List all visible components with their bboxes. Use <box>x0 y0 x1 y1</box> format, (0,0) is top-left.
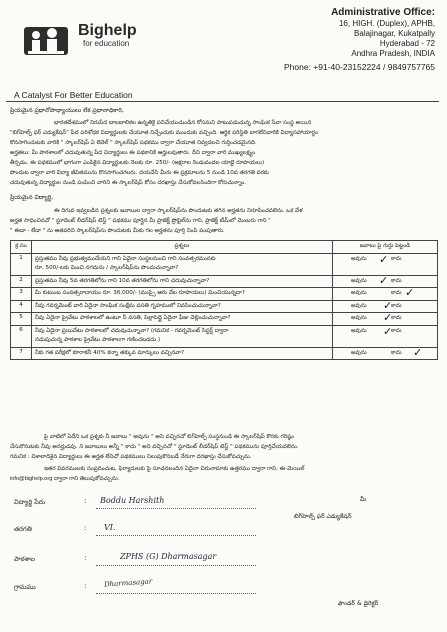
table-row <box>11 300 438 313</box>
table-header-row <box>11 241 438 254</box>
answer-yes: అవును <box>350 327 367 334</box>
answer-cell[interactable] <box>332 347 437 360</box>
bighelp-logo-icon <box>16 21 76 61</box>
row-number: 7 <box>11 347 32 360</box>
village-line <box>96 593 256 594</box>
row-number: 3 <box>11 288 32 301</box>
question-text: ప్రస్తుతము నీవు 5వ తరగతిలోను గాని 10వ తరగతిలోను గాని చదువుచున్నావా? <box>34 277 210 284</box>
question-cell <box>31 313 332 326</box>
answer-yes: అవును <box>350 290 367 296</box>
salutation-student: ప్రియమైన విద్యార్థి, <box>10 194 54 201</box>
village-label: గ్రామము <box>14 583 36 591</box>
question-text: ప్రస్తుతము నీవు ప్రభుత్వముచేయని గాని ఏవైనా సంస్థలనుంచి గాని సంవత్సరమునకు <box>34 255 216 262</box>
student-name-line <box>96 508 256 509</box>
row-number: 4 <box>11 300 32 313</box>
org-sign-label: బిగ్‌హెల్ప్ ఫర్ ఎడ్యుకేషన్ <box>294 513 352 520</box>
question-text: నీకు గత పరీక్షలో కూరాకనీ 40% కన్నా తక్కువ మార్కులు వచ్చినవా? <box>34 349 184 356</box>
check-mark-icon: ✓ <box>382 324 393 338</box>
letter-line: అర్హత సాధించినచో " స్టూడెంట్ లీడర్‌షిప్ టెస్ట్ " పథకము పూర్తైన మీ ప్రాజెక్ట్ ప్రొఫైల్‌ను గాని, ప్రాజెక్ట్ టీమ్‌లో మెంబరు గాని " <box>10 218 271 224</box>
office-line: Balajinagar, Kukatpally <box>354 29 435 38</box>
note-line-email: info@bighelp.org ద్వారా గాని తెలుపుకోవచ్చును. <box>10 476 120 482</box>
question-text: నీవు ఏదైనా ప్రైవేటు పాఠశాలలో ఉంటూ నీ వసతి, పిల్లాపెద్దై ఏదైనా ఫీజు చెల్లించుచున్నావా? <box>34 315 231 321</box>
founder-label: ఫౌండర్ & డైరెక్టర్ <box>338 600 379 607</box>
letter-line: "బిగ్‌హెల్ప్ ఫర్ ఎడ్యుకేషన్" పేద పరిశోధక విద్యార్థులకు చేయూత నిచ్చేందుకు ముందుకు వచ్చింది. ఆర్థిక పరిస్థితి బాగలేనివారికి విద్యాసహాయార్థం <box>10 130 318 136</box>
question-text: నీవు ఏదైనా ప్రయివేటు పాఠశాలలో చదువుచున్నావా? (గమనిక - గవర్నమెంట్ సిస్టర్ట్ ద్వారా <box>34 327 229 334</box>
answer-cell[interactable] <box>332 253 437 275</box>
letter-line: ఈ దిగువ ఇవ్వబడిన ప్రశ్నలకు జవాబుల ద్వారా స్కాలర్‌షిప్‌ను పొందుటకు తగిన అర్హతను నిరూపించవలెను. ఒక వేళ <box>54 208 303 214</box>
row-number: 5 <box>11 313 32 326</box>
letter-line: తీర్చడం. ఈ పథకములో భాగంగా ఎంపికైన విద్యార్థులకు నెలకు రూ. 250/- (అక్షరాల రెండువందల యాభై రూపాయలు) <box>10 160 265 166</box>
answer-no: కాదు <box>390 302 402 309</box>
check-mark-icon: ✓ <box>382 298 393 312</box>
table-row <box>11 325 438 347</box>
class-field[interactable]: VI. <box>104 523 116 532</box>
brand-name: Bighelp <box>78 22 137 39</box>
signature-mark: మీ <box>360 496 367 503</box>
answer-no: కాదు <box>390 290 402 296</box>
class-label: తరగతి <box>14 525 32 533</box>
village-field[interactable]: Dharmasagar <box>103 577 153 589</box>
table-row <box>11 288 438 301</box>
row-number: 1 <box>11 253 32 275</box>
answer-cell[interactable] <box>332 313 437 326</box>
row-number: 2 <box>11 275 32 288</box>
school-line <box>96 565 256 566</box>
letter-line: కొనసాగించుటకు వారికి " స్కాలర్‌షిప్ ఏ లెవెల్ " స్కాలర్‌షిప్ పథకము ద్వారా చేయూత నివ్వదలచి గుర్తించడమైనది. <box>10 140 257 146</box>
note-line: పై వాటిలో ఏదేని ఒక ప్రశ్నకు నీ జవాబు " అవును " అని వచ్చినచో బిగ్‌హెల్ప్ సంస్థనుండి ఈ స్కాలర్‌షిప్ కొరకు గరిష్ఠం <box>44 434 294 440</box>
check-mark-icon: ✓ <box>382 311 393 324</box>
salutation-principal: ప్రియమైన ప్రధానోపాధ్యాయులు లేక ప్రధానాధికారి, <box>10 107 124 114</box>
question-cell <box>31 347 332 360</box>
column-header-answer: జవాబు పై గుర్తు పెట్టండి <box>332 241 437 254</box>
letter-line: భారతదేశములో నిరుపేద బాలబాలికల ఉన్నతికై పనిచేయుచుండిన కోసమని పాటుపడుచున్న సాంఘిక సేవా సంస్థ అయిన <box>54 120 312 126</box>
answer-yes: అవును <box>350 302 367 309</box>
brand-subtitle: for education <box>83 39 130 48</box>
school-field[interactable]: ZPHS (G) Dharmasagar <box>120 552 217 561</box>
check-mark-icon: ✓ <box>404 286 415 299</box>
note-line: ఇతర వివరములకు సంప్రదించుట, ఫిర్యాదులకు పై సూచనలందిన ఏదైనా చిరునామాకు ఉత్తరము ద్వారా గాని, ఈ-మెయిల్ <box>44 466 305 472</box>
office-line: Andhra Pradesh, INDIA <box>351 49 435 58</box>
office-phone: Phone: +91-40-23152224 / 9849757765 <box>283 62 435 72</box>
colon: : <box>84 497 87 505</box>
office-address-block <box>245 6 435 72</box>
note-line: చేసుకొనుటకు నీవు అనర్హుడవు. ని జవాబులు అన్నీ " కాదు " అని వచ్చినచో " స్టూడెంట్ లీడర్‌షిప్ టెస్ట్ " పథకమును పూర్తిచేయవలెను. <box>10 444 299 450</box>
table-row <box>11 275 438 288</box>
table-row <box>11 347 438 360</box>
answer-no: కాదు <box>390 349 402 356</box>
answer-no: కాదు <box>390 327 402 334</box>
colon: : <box>84 554 87 562</box>
answer-no: కాదు <box>390 277 402 284</box>
colon: : <box>84 582 87 590</box>
table-row <box>11 313 438 326</box>
question-text: నీవు గవర్నమెంట్ వారి ఏదైనా సాంఘిక సంక్షేమ వసతి గృహములో నివసించుచున్నావా? <box>34 302 221 309</box>
tagline: A Catalyst For Better Education <box>14 90 133 100</box>
question-text: నడుపుచున్న పాఠశాల ప్రైవేటు పాఠశాలగా గణించబడదు.) <box>34 337 161 343</box>
eligibility-question-table <box>10 240 438 360</box>
question-text: రూ. 500/-లకు మించి నగదును / స్కాలర్‌షిప్‌ను పొందుచున్నావా? <box>34 265 179 271</box>
answer-no: కాదు <box>390 315 402 321</box>
answer-yes: అవును <box>350 277 367 284</box>
question-cell <box>31 325 332 347</box>
class-line <box>96 535 256 536</box>
answer-yes: అవును <box>350 349 367 356</box>
question-cell <box>31 253 332 275</box>
column-header-number: క్ర.సం <box>11 241 32 254</box>
letter-line: పొందుట ద్వారా వారి విద్యా జీవితమును కొనసాగించగలరు. దయచేసి మీరు ఈ ప్రక్రమాలను 5 నుండి 10వ తరగతి వరకు <box>10 170 269 176</box>
letter-line: అర్హతలు: మీ పాఠశాలలో చదువుతున్న పేద విద్యార్థులు ఈ పథకానికి ఆర్హులవుతారు. దీని ద్వారా వారి ముఖ్యలక్ష్యం <box>10 150 256 156</box>
note-line: గమనిక : విశాలాదిశైన విద్యార్థులు ఈ అర్హత లేనిచో పథకములు నిలుపుకొనబడే నేరుగా దరఖాస్తు చేసుకోవచ్చును. <box>10 454 252 460</box>
question-text: మీ కుటుంబ సంవత్సరాదాయం రూ. 36,000/- (ముప్పై ఆరు వేల రూపాయలు) మించియున్నదా? <box>34 290 245 296</box>
check-mark-icon: ✓ <box>378 252 389 266</box>
answer-cell[interactable] <box>332 275 437 288</box>
student-name-field[interactable]: Boddu Harshith <box>100 496 165 505</box>
answer-yes: అవును <box>350 255 367 262</box>
student-name-label: విద్యార్థి పేరు <box>14 498 46 506</box>
letter-line: " ఈడా - లేడా " ను ఆతవరిని స్కాలర్‌షిప్‌ను పొందుటకు మీకు గల అర్హతను పూర్తి నింపి పంపుతారు. <box>10 228 225 234</box>
question-cell <box>31 275 332 288</box>
column-header-question: ప్రశ్నలు <box>31 241 332 254</box>
row-number: 6 <box>11 325 32 347</box>
school-label: పాఠశాల <box>14 555 35 563</box>
header-divider <box>6 101 439 102</box>
question-cell <box>31 300 332 313</box>
office-line: 16, HIGH. (Duplex), APHB, <box>338 19 435 28</box>
colon: : <box>84 524 87 532</box>
answer-yes: అవును <box>350 315 367 321</box>
letter-line: చదువుతున్న విద్యార్థుల నుండి పంపించి వారిని ఈ స్కాలర్‌షిప్ కోసం దరఖాస్తు చేసుకోవలసిందిగా కోరుచున్నాం. <box>10 180 247 186</box>
table-row <box>11 253 438 275</box>
answer-cell[interactable] <box>332 325 437 347</box>
question-cell <box>31 288 332 301</box>
office-title: Administrative Office: <box>331 7 435 18</box>
answer-no: కాదు <box>390 255 402 262</box>
check-mark-icon: ✓ <box>378 273 389 287</box>
check-mark-icon: ✓ <box>412 345 423 359</box>
office-line: Hyderabad - 72 <box>379 39 435 48</box>
